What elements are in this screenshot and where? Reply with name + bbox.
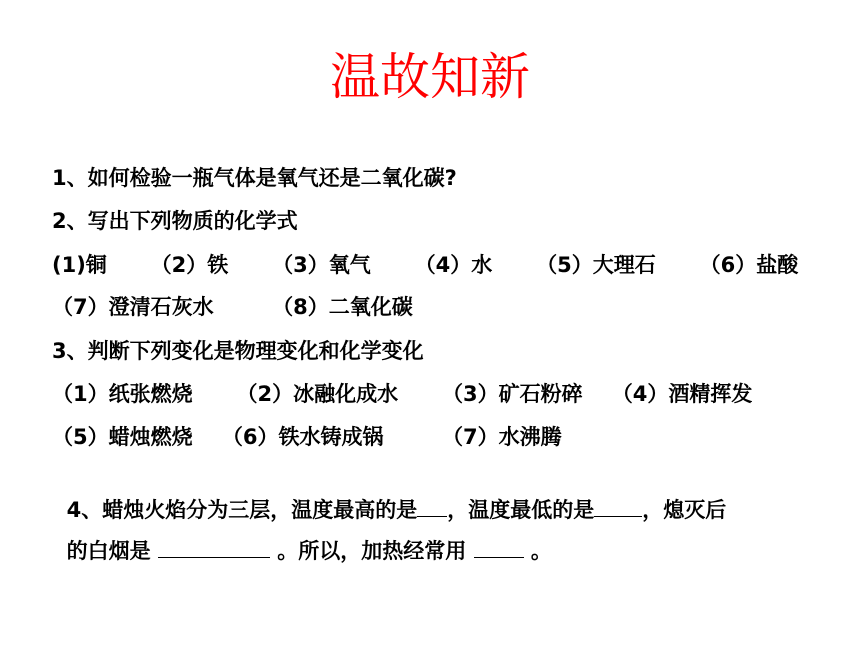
- question-4-text-a: 4、蜡烛火焰分为三层，温度最高的是: [66, 498, 418, 522]
- question-3-items-row-1: （1）纸张燃烧 （2）冰融化成水 （3）矿石粉碎 （4）酒精挥发: [52, 382, 753, 406]
- question-1: 1、如何检验一瓶气体是氧气还是二氧化碳?: [52, 166, 457, 190]
- blank-white-smoke: [158, 537, 270, 558]
- question-3-items-row-2: （5）蜡烛燃烧 （6）铁水铸成锅 （7）水沸腾: [52, 425, 562, 449]
- page-title: 温故知新: [330, 48, 530, 106]
- question-4-text-c: ，熄灭后: [642, 498, 727, 522]
- blank-heating-flame: [474, 537, 524, 558]
- question-2: 2、写出下列物质的化学式: [52, 209, 298, 233]
- question-2-items-row-1: (1)铜 （2）铁 （3）氧气 （4）水 （5）大理石 （6）盐酸: [52, 253, 799, 277]
- question-4-text-b: ，温度最低的是: [447, 498, 595, 522]
- blank-lowest-temp: [594, 496, 642, 517]
- question-4-line-2: [52, 506, 552, 566]
- question-4-text-f: 。: [523, 539, 552, 563]
- question-2-items-row-2: （7）澄清石灰水 （8）二氧化碳: [52, 295, 413, 319]
- question-3: 3、判断下列变化是物理变化和化学变化: [52, 339, 424, 363]
- question-4-text-d: 的白烟是: [66, 539, 158, 563]
- question-4-text-e: 。所以，加热经常用: [269, 539, 474, 563]
